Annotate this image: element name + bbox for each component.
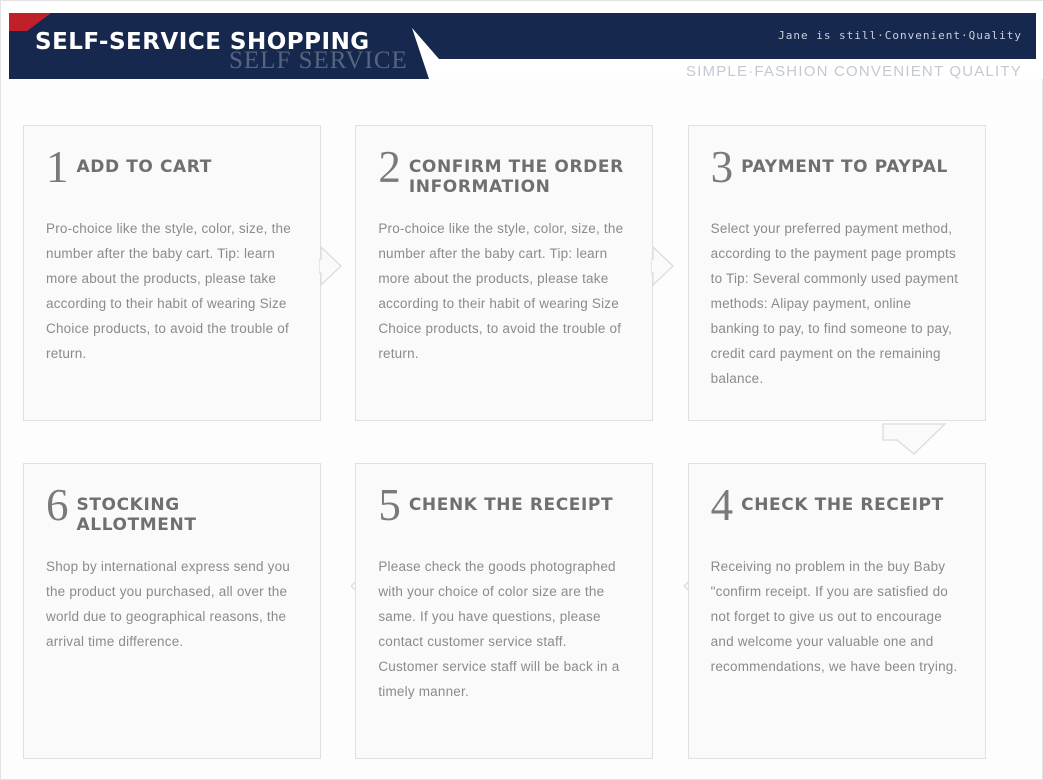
steps-grid xyxy=(1,79,1042,759)
step-header-3 xyxy=(710,142,963,206)
arrow-right-icon xyxy=(651,243,691,289)
step-body-2: Pro-choice like the style, color, size, the number after the baby cart. Tip: learn more about the products, please take according to their habit of wearing Size Choice products, to avoid the trouble of return. xyxy=(378,221,624,361)
step-title-4: CHECK THE RECEIPT xyxy=(741,495,944,515)
step-header-4 xyxy=(710,480,963,544)
step-number-5: 5 xyxy=(378,480,401,530)
header-tagline: Jane is still·Convenient·Quality xyxy=(778,29,1022,42)
step-cell-3 xyxy=(688,125,1020,421)
step-title-3: PAYMENT TO PAYPAL xyxy=(741,157,948,177)
step-number-4: 4 xyxy=(710,480,734,530)
step-card-1[interactable] xyxy=(23,125,321,421)
step-card-2[interactable] xyxy=(355,125,653,421)
step-cell-2 xyxy=(355,125,687,421)
header-watermark-text: SELF SERVICE xyxy=(229,47,408,74)
header-subtitle: SIMPLE·FASHION CONVENIENT QUALITY xyxy=(685,63,1022,79)
step-body-6: Shop by international express send you the product you purchased, all over the world due to geographical reasons, the arrival time difference. xyxy=(46,559,291,649)
step-title-6: STOCKING ALLOTMENT xyxy=(76,495,197,535)
step-title-1: ADD TO CART xyxy=(76,157,212,177)
steps-row-top xyxy=(23,125,1020,421)
step-number-3: 3 xyxy=(710,142,734,192)
step-body-5: Please check the goods photographed with your choice of color size are the same. If you have questions, please contact customer service staff. Customer service staff will be back in a timely manner. xyxy=(378,559,620,699)
step-body-3: Select your preferred payment method, according to the payment page prompts to Tip: Several commonly used payment methods: Alipay payment, online banking to pay, to find someone to pay, credit card payment on the remaining balance. xyxy=(710,221,959,386)
step-title-2: CONFIRM THE ORDER INFORMATION xyxy=(408,157,624,197)
step-card-6[interactable] xyxy=(23,463,321,759)
step-header-6 xyxy=(46,480,298,544)
step-header-1 xyxy=(46,142,298,206)
arrow-down-icon xyxy=(879,422,949,460)
step-cell-4 xyxy=(688,463,1020,759)
step-number-1: 1 xyxy=(46,142,69,192)
step-body-4: Receiving no problem in the buy Baby "confirm receipt. If you are satisfied do not forget to give us out to encourage and welcome your valuable one and recommendations, we have been trying. xyxy=(710,559,958,674)
step-number-6: 6 xyxy=(46,480,69,530)
step-title-5: CHENK THE RECEIPT xyxy=(408,495,614,515)
arrow-right-icon xyxy=(319,243,359,289)
step-card-3[interactable] xyxy=(688,125,986,421)
step-body-1: Pro-choice like the style, color, size, the number after the baby cart. Tip: learn more about the products, please take according to their habit of wearing Size Choice products, to avoid the trouble of return. xyxy=(46,221,291,361)
step-cell-5 xyxy=(355,463,687,759)
step-number-2: 2 xyxy=(378,142,401,192)
page-title: SELF-SERVICE SHOPPING xyxy=(35,29,370,55)
steps-row-bottom xyxy=(23,463,1020,759)
step-header-5 xyxy=(378,480,630,544)
step-card-5[interactable] xyxy=(355,463,653,759)
step-cell-6 xyxy=(23,463,355,759)
step-header-2 xyxy=(378,142,630,206)
step-card-4[interactable] xyxy=(688,463,986,759)
page-header xyxy=(1,1,1043,79)
step-cell-1 xyxy=(23,125,355,421)
